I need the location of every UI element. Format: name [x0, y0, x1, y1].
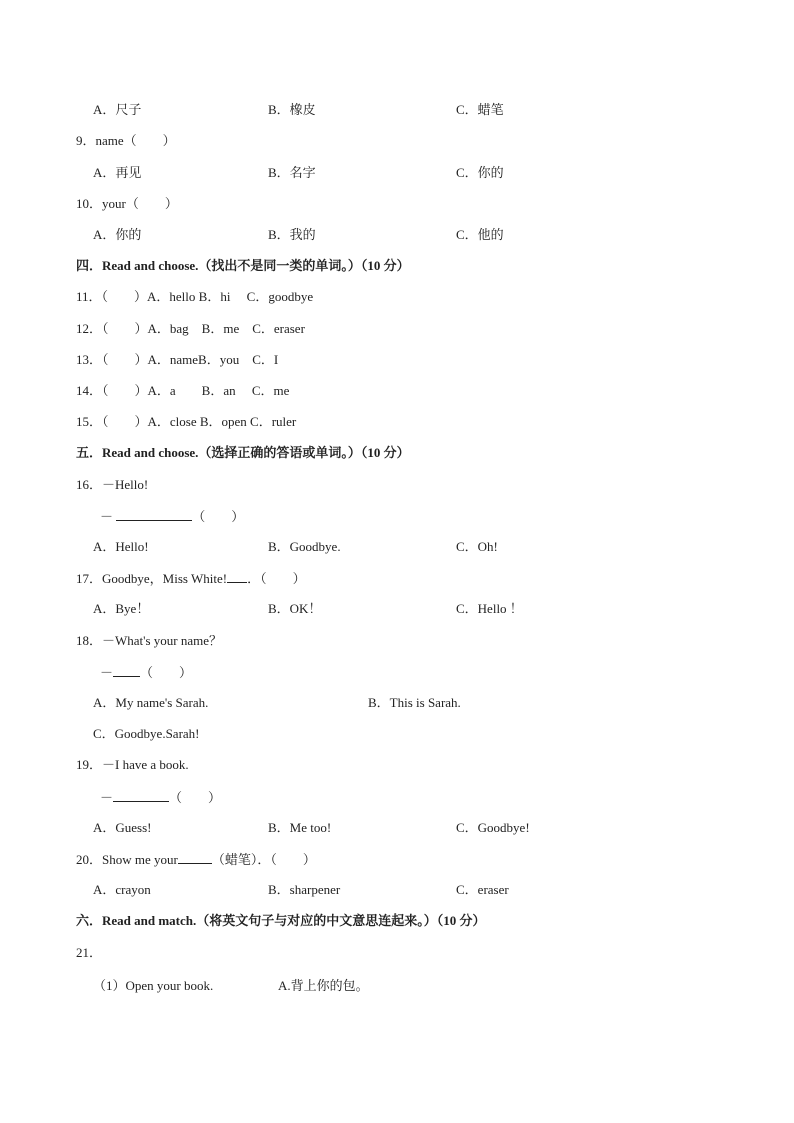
q9-option-c: C．你的: [456, 165, 504, 180]
q19-stem: 19．－I have a book.: [76, 757, 189, 772]
q8-option-a: A．尺子: [93, 102, 142, 117]
q16-paren: （ ）: [192, 509, 245, 524]
q10-option-b: B．我的: [268, 227, 316, 242]
q16-reply: [100, 507, 244, 526]
q10-option-a: A．你的: [93, 227, 142, 242]
q19-option-c: C．Goodbye!: [456, 820, 530, 835]
q18-option-a: A．My name's Sarah.: [93, 695, 209, 710]
section-5-title: 五．Read and choose.（选择正确的答语或单词。）（10 分）: [76, 445, 410, 460]
q16-stem: 16．－Hello!: [76, 477, 149, 492]
q20-stem-text: 20．Show me your: [76, 852, 178, 867]
q15: 15．（ ）A．close B．open C．ruler: [76, 414, 297, 429]
q19-reply-dash: －: [100, 790, 114, 805]
q8-option-c: C．蜡笔: [456, 102, 504, 117]
q20-stem: [76, 850, 316, 869]
q16-option-c: C．Oh!: [456, 539, 498, 554]
q18-paren: （ ）: [140, 665, 193, 680]
q19-paren: （ ）: [169, 790, 222, 805]
section-6-title: 六．Read and match.（将英文句子与对应的中文意思连起来。）（10 分）: [76, 913, 486, 928]
q16-option-b: B．Goodbye.: [268, 539, 341, 554]
q18-option-c: C．Goodbye.Sarah!: [93, 726, 200, 741]
q13: 13．（ ）A．nameB．you C．I: [76, 352, 279, 367]
q11: 11．（ ）A．hello B．hi C．goodbye: [76, 289, 314, 304]
q17-stem: [76, 569, 306, 588]
q21-match-a: A.背上你的包。: [278, 978, 369, 993]
q16-option-a: A．Hello!: [93, 539, 149, 554]
q9-option-a: A．再见: [93, 165, 142, 180]
q8-option-b: B．橡皮: [268, 102, 316, 117]
q16-answer-blank[interactable]: [116, 507, 192, 521]
q17-paren: ．（ ）: [247, 571, 306, 586]
q20-hint-paren: （蜡笔）．（ ）: [211, 852, 316, 867]
q9-stem: 9．name（ ）: [76, 133, 176, 148]
q17-option-b: B．OK！: [268, 601, 322, 616]
q17-option-c: C．Hello ！: [456, 601, 523, 616]
q19-answer-blank[interactable]: [113, 788, 169, 802]
q10-option-c: C．他的: [456, 227, 504, 242]
q18-stem: 18．－What's your name？: [76, 633, 223, 648]
section-4-title: 四．Read and choose.（找出不是同一类的单词。）（10 分）: [76, 258, 410, 273]
q19-option-a: A．Guess!: [93, 820, 152, 835]
q21-stem: 21．: [76, 945, 103, 960]
q20-answer-blank[interactable]: [178, 850, 212, 864]
q17-stem-text: 17．Goodbye，Miss White!: [76, 571, 228, 586]
q12: 12．（ ）A．bag B．me C．eraser: [76, 321, 305, 336]
q17-option-a: A．Bye！: [93, 601, 150, 616]
q18-reply: [100, 663, 192, 682]
q10-stem: 10．your（ ）: [76, 196, 178, 211]
q20-option-c: C．eraser: [456, 882, 509, 897]
q20-option-a: A．crayon: [93, 882, 151, 897]
q9-option-b: B．名字: [268, 165, 316, 180]
q19-option-b: B．Me too!: [268, 820, 332, 835]
q16-reply-dash: －: [100, 509, 114, 524]
q18-option-b: B．This is Sarah.: [368, 695, 461, 710]
q18-reply-dash: －: [100, 665, 114, 680]
q20-option-b: B．sharpener: [268, 882, 341, 897]
q21-item-1: （1）Open your book.: [93, 978, 214, 993]
q14: 14．（ ）A．a B．an C．me: [76, 383, 290, 398]
q19-reply: [100, 788, 221, 807]
q18-answer-blank[interactable]: [113, 663, 140, 677]
q17-answer-blank[interactable]: [227, 569, 247, 583]
